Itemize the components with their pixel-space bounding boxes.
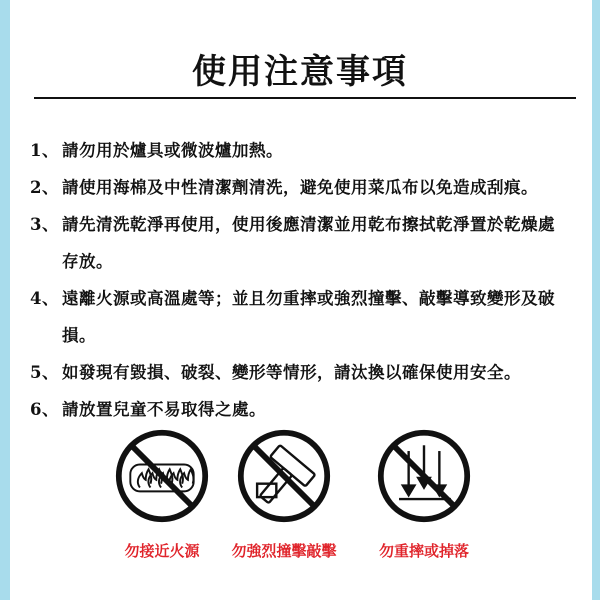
no-fire-icon — [114, 428, 210, 524]
note-item — [30, 280, 570, 354]
warning-label-fire: 勿接近火源 — [124, 542, 200, 560]
note-text: 如發現有毀損、破裂、變形等情形，請汰換以確保使用安全。 — [62, 363, 521, 382]
warning-label-hammer: 勿強烈撞擊敲擊 — [231, 542, 337, 560]
note-item — [30, 354, 570, 391]
note-item — [30, 206, 570, 280]
warning-label-drop: 勿重摔或掉落 — [378, 542, 469, 560]
note-text: 請使用海棉及中性清潔劑清洗，避免使用菜瓜布以免造成刮痕。 — [62, 178, 538, 197]
note-text: 請勿用於爐具或微波爐加熱。 — [62, 141, 283, 160]
note-item — [30, 169, 570, 206]
note-number: 6、 — [30, 400, 59, 419]
note-item — [30, 391, 570, 428]
warning-icons — [0, 428, 600, 528]
note-text: 請先清洗乾淨再使用，使用後應清潔並用乾布擦拭乾淨置於乾燥處存放。 — [62, 215, 555, 271]
page-title: 使用注意事項 — [192, 52, 408, 92]
no-hammer-icon — [236, 428, 332, 524]
note-item — [30, 132, 570, 169]
note-text: 請放置兒童不易取得之處。 — [62, 400, 266, 419]
note-number: 1、 — [30, 141, 59, 160]
note-number: 2、 — [30, 178, 59, 197]
no-drop-icon — [376, 428, 472, 524]
notes-list — [30, 132, 570, 428]
note-number: 4、 — [30, 289, 59, 308]
note-text: 遠離火源或高溫處等；並且勿重摔或強烈撞擊、敲擊導致變形及破損。 — [62, 289, 555, 345]
title-divider — [34, 97, 576, 99]
note-number: 3、 — [30, 215, 59, 234]
note-number: 5、 — [30, 363, 59, 382]
